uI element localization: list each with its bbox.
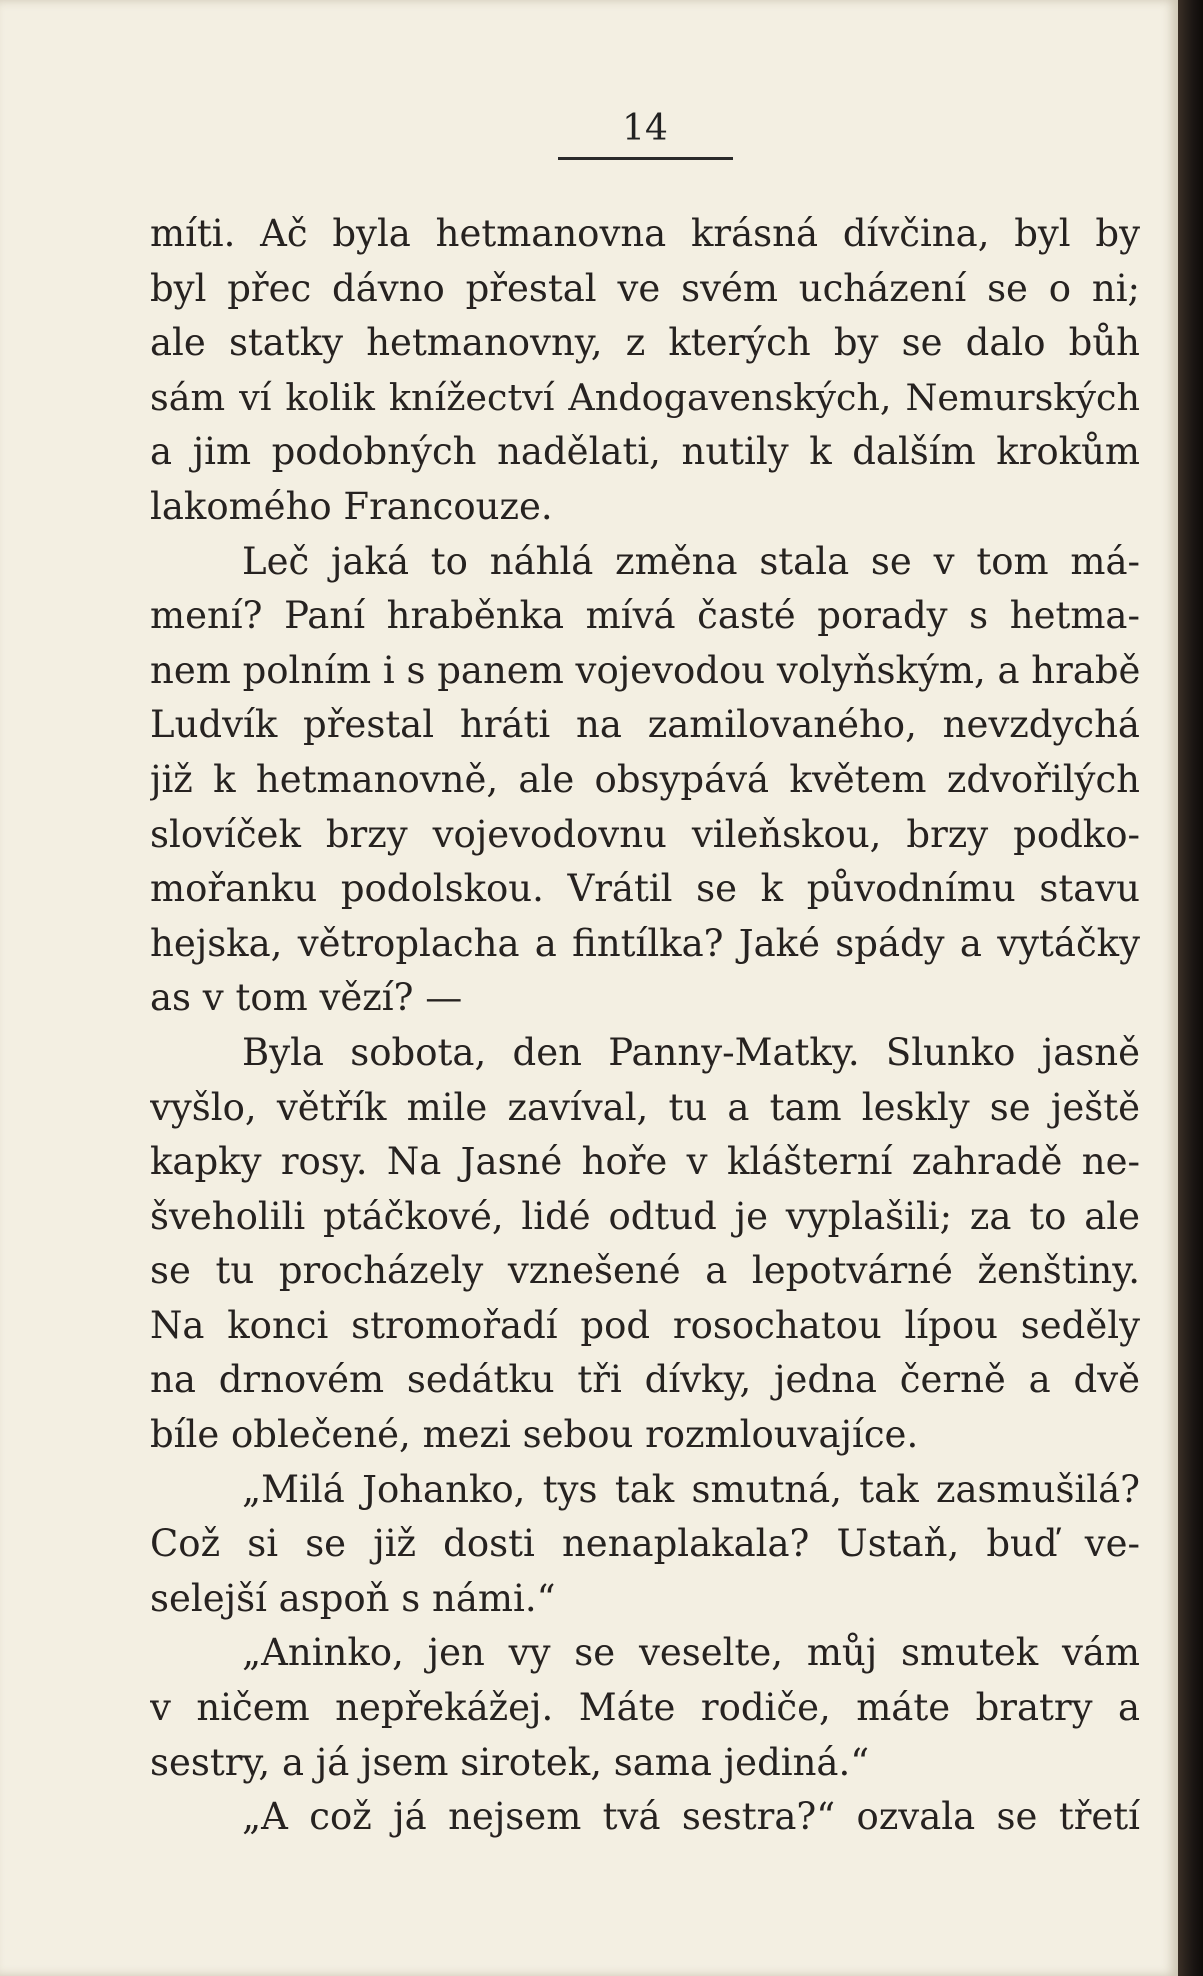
text-line: as v tom vězí? — — [150, 976, 463, 1020]
text-line: „Aninko, jen vy se veselte, můj smutek vám — [242, 1631, 1140, 1675]
text-line: „Milá Johanko, tys tak smutná, tak zasmušilá? — [242, 1467, 1140, 1511]
text-line: Na konci stromořadí pod rosochatou lípou seděly — [150, 1303, 1140, 1347]
text-line: byl přec dávno přestal ve svém ucházení se o ni; — [150, 266, 1140, 310]
text-line: vyšlo, větřík mile zavíval, tu a tam leskly se ještě — [150, 1085, 1140, 1129]
text-line: sám ví kolik knížectví Andogavenských, Nemurských — [150, 375, 1140, 419]
text-line: ale statky hetmanovny, z kterých by se dalo bůh — [150, 321, 1140, 365]
text-line: a jim podobných nadělati, nutily k dalším krokům — [150, 430, 1140, 474]
text-line: nem polním i s panem vojevodou volyňským, a hrabě — [150, 648, 1140, 692]
text-line: šveholili ptáčkové, lidé odtud je vyplašili; za to ale — [150, 1194, 1140, 1238]
text-line: sestry, a já jsem sirotek, sama jediná.“ — [150, 1740, 870, 1784]
book-spine-edge — [1178, 0, 1203, 1976]
text-line: Leč jaká to náhlá změna stala se v tom má- — [242, 539, 1140, 583]
text-line: v ničem nepřekážej. Máte rodiče, máte bratry a — [150, 1686, 1140, 1730]
text-line: mořanku podolskou. Vrátil se k původnímu stavu — [150, 867, 1140, 911]
text-line: „A což já nejsem tvá sestra?“ ozvala se třetí — [242, 1795, 1140, 1839]
text-line: míti. Ač byla hetmanovna krásná dívčina, byl by — [150, 212, 1140, 255]
body-text — [150, 207, 1140, 1845]
text-line: selejší aspoň s námi.“ — [150, 1576, 556, 1620]
header-rule — [558, 157, 733, 160]
page-number: 14 — [622, 108, 668, 149]
text-line: mení? Paní hraběnka mívá časté porady s hetma- — [150, 594, 1140, 638]
text-line: lakomého Francouze. — [150, 484, 553, 528]
text-line: Byla sobota, den Panny-Matky. Slunko jasně — [242, 1030, 1140, 1074]
text-line: bíle oblečené, mezi sebou rozmlouvajíce. — [150, 1413, 919, 1457]
text-line: Což si se již dosti nenaplakala? Ustaň, buď ve- — [150, 1522, 1140, 1566]
text-line: hejska, větroplacha a fintílka? Jaké spády a vytáčky — [150, 921, 1140, 965]
text-line: kapky rosy. Na Jasné hoře v klášterní zahradě ne- — [150, 1140, 1140, 1184]
text-line: na drnovém sedátku tři dívky, jedna černě a dvě — [150, 1358, 1140, 1402]
text-line: slovíček brzy vojevodovnu vileňskou, brzy podko- — [150, 812, 1140, 856]
text-line: se tu procházely vznešené a lepotvárné ženštiny. — [150, 1249, 1140, 1293]
text-line: již k hetmanovně, ale obsypává květem zdvořilých — [150, 757, 1140, 801]
text-line: Ludvík přestal hráti na zamilovaného, nevzdychá — [150, 703, 1140, 747]
